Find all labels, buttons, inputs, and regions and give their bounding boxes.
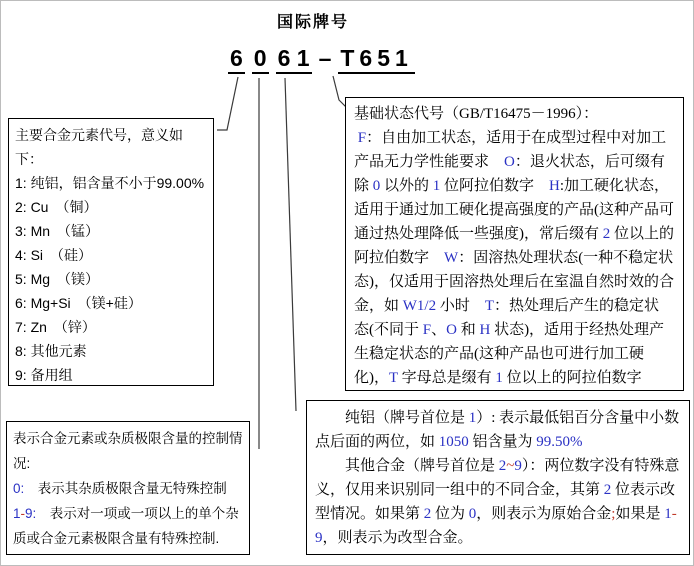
text-paragraph: 纯铝（牌号首位是 1）: 表示最低铝百分含量中小数点后面的两位，如 1050 铝含量为 99.50% (315, 410, 680, 450)
connector-digits-3-4-line (285, 78, 296, 411)
text-paragraph: 主要合金元素代号，意义如下： (15, 127, 183, 167)
code-temper: T651 (338, 45, 414, 74)
alloy-element-legend-box (8, 118, 214, 386)
designation-code (228, 45, 415, 74)
page-title: 国际牌号 (276, 14, 349, 31)
text-paragraph: 1: 纯铝，铝含量不小于99.00% (15, 175, 205, 191)
text-paragraph: 3: Mn （锰） (15, 223, 100, 239)
code-dash: – (318, 45, 332, 71)
impurity-control-box (6, 421, 250, 555)
text-paragraph: 5: Mg （镁） (15, 271, 100, 287)
text-paragraph: 7: Zn （锌） (15, 319, 96, 335)
code-digits-3-4: 6 1 (276, 45, 312, 74)
text-paragraph: 基础状态代号（GB/T16475－1996）： (354, 106, 599, 122)
text-paragraph: 表示合金元素或杂质极限含量的控制情况: (13, 431, 243, 471)
alloy-series-box (306, 400, 690, 555)
text-paragraph: 1-9: 表示对一项或一项以上的单个杂质或合金元素极限含量有特殊控制. (13, 506, 239, 546)
text-paragraph: 2: Cu （铜） (15, 199, 98, 215)
text-paragraph: 其他合金（牌号首位是 2~9）：两位数字没有特殊意义，仅用来识别同一组中的不同合金，其第 2 位表示改型情况。如果第 2 位为 0，则表示为原始合金;如果是 1-9，则表示为改型合金。 (315, 458, 680, 546)
text-paragraph: F：自由加工状态，适用于在成型过程中对加工产品无力学性能要求 O：退火状态，后可缀有除 0 以外的 1 位阿拉伯数字 H:加工硬化状态，适用于通过加工硬化提高强度的产品(这种产品可通过热处理降低一些强度)，常后缀有 2 位以上的阿拉伯数字 W：固溶热处理状态(一种不稳定状态)，仅适用于固溶热处理后在室温自然时效的合金，如 W1/2 小时 T：热处理后产生的稳定状态(不同于 F、O 和 H 状态)，适用于经热处理产生稳定状态的产品(这种产品也可进行加工硬化)，T 字母总是缀有 1 位以上的阿拉伯数字 (354, 130, 675, 386)
text-paragraph: 4: Si （硅） (15, 247, 93, 263)
text-paragraph: 0: 表示其杂质极限含量无特殊控制 (13, 481, 227, 496)
text-paragraph: 6: Mg+Si （镁+硅） (15, 295, 142, 311)
code-digit-2: 0 (252, 45, 269, 74)
text-paragraph: 9: 备用组 (15, 367, 73, 383)
code-digit-1: 6 (228, 45, 245, 74)
temper-code-box (345, 97, 684, 391)
text-paragraph: 8: 其他元素 (15, 343, 87, 359)
connector-first-digit-line (217, 77, 238, 130)
